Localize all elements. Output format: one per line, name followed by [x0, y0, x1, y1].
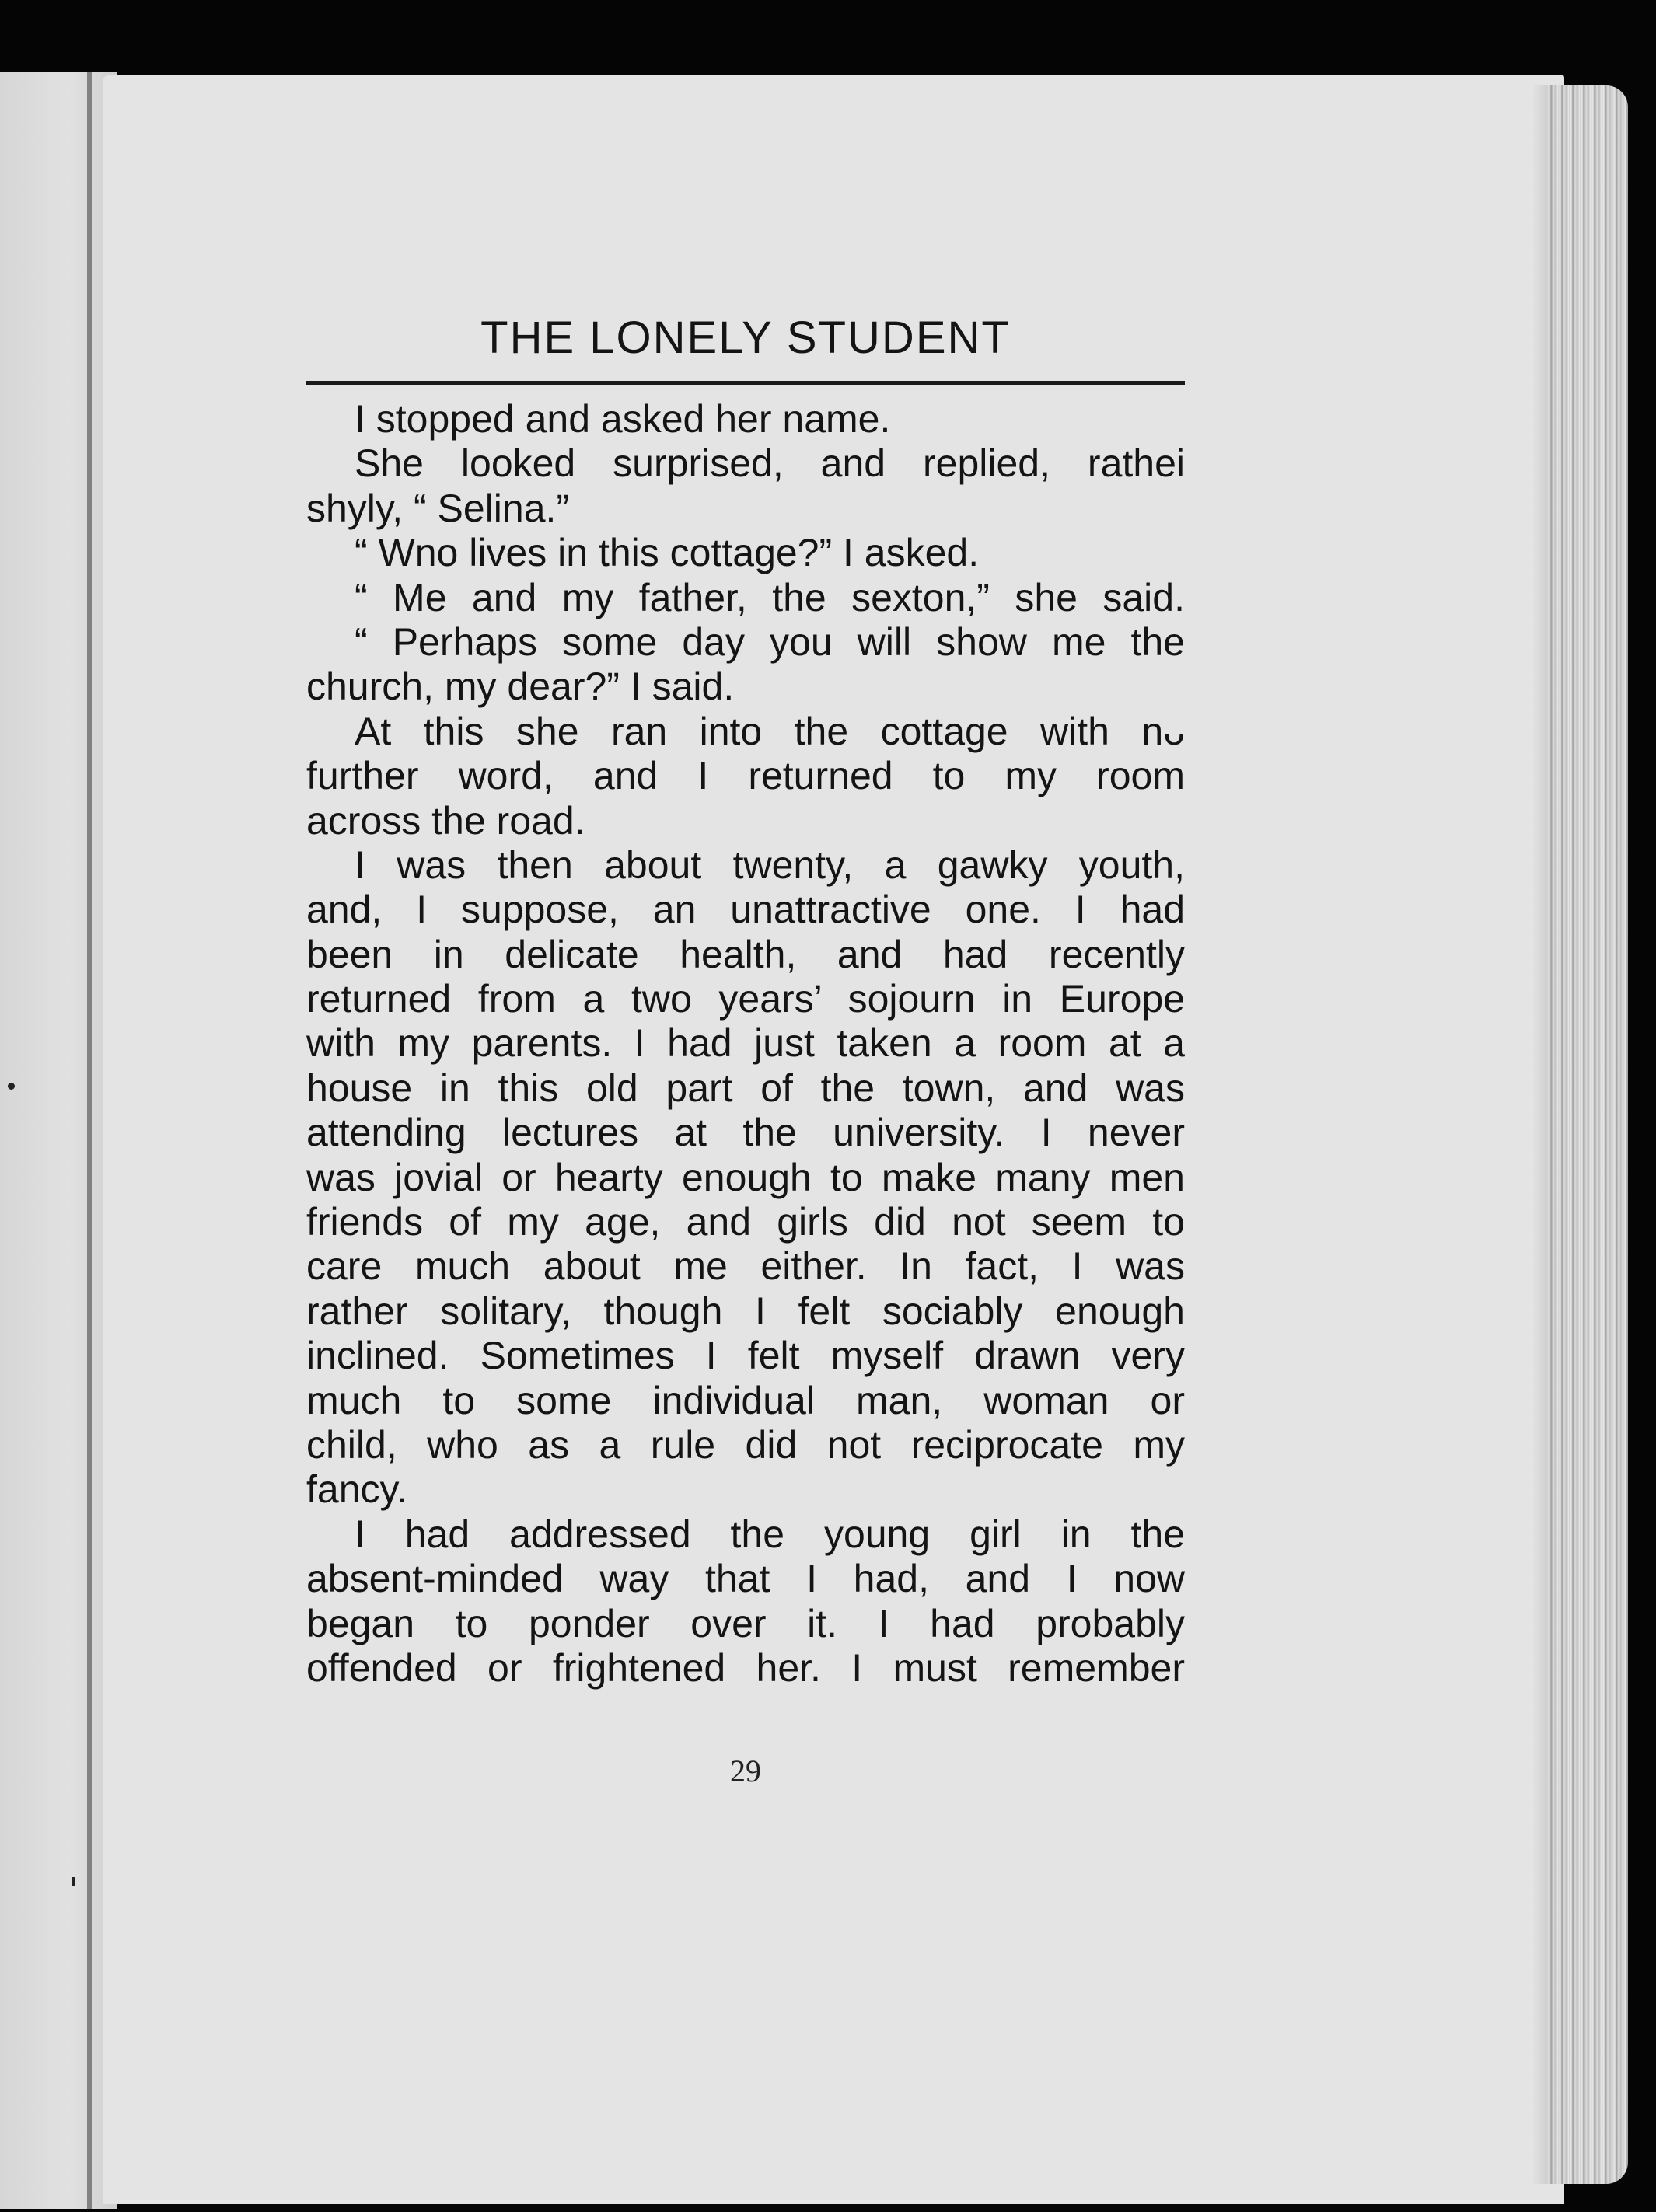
- text-line: offended or frightened her. I must remember: [306, 1645, 1185, 1690]
- page-block-edge: [1547, 85, 1628, 2184]
- text-line: and, I suppose, an unattractive one. I had: [306, 888, 1185, 932]
- text-line: friends of my age, and girls did not seem to: [306, 1200, 1185, 1244]
- text-line: further word, and I returned to my room: [306, 754, 1185, 798]
- page-number: 29: [730, 1753, 761, 1788]
- text-line: I stopped and asked her name.: [355, 397, 891, 441]
- text-line: was jovial or hearty enough to make many men: [306, 1155, 1185, 1199]
- text-line: house in this old part of the town, and was: [306, 1066, 1185, 1110]
- text-line: church, my dear?” I said.: [306, 665, 735, 709]
- text-line: “ Perhaps some day you will show me the: [355, 619, 1185, 664]
- text-line: “ Wno lives in this cottage?” I asked.: [355, 531, 980, 575]
- gutter-shadow: [87, 72, 92, 2209]
- text-line: I had addressed the young girl in the: [355, 1512, 1185, 1556]
- scan-mark: [8, 1083, 15, 1090]
- text-line: inclined. Sometimes I felt myself drawn very: [306, 1334, 1185, 1378]
- text-line: been in delicate health, and had recently: [306, 932, 1185, 976]
- text-line: At this she ran into the cottage with nᴗ: [355, 709, 1185, 753]
- body-text: [306, 397, 1185, 1690]
- text-line: returned from a two years’ sojourn in Europe: [306, 977, 1185, 1021]
- text-line: “ Me and my father, the sexton,” she said.: [355, 575, 1185, 619]
- text-line: began to ponder over it. I had probably: [306, 1601, 1185, 1645]
- text-line: care much about me either. In fact, I was: [306, 1244, 1185, 1289]
- text-line: absent-minded way that I had, and I now: [306, 1557, 1185, 1601]
- text-line: attending lectures at the university. I never: [306, 1111, 1185, 1155]
- text-line: child, who as a rule did not reciprocate my: [306, 1422, 1185, 1467]
- text-line: I was then about twenty, a gawky youth,: [355, 843, 1185, 887]
- text-line: rather solitary, though I felt sociably enough: [306, 1289, 1185, 1333]
- header-rule: [306, 381, 1185, 385]
- facing-page-edge: [0, 72, 117, 2209]
- text-line: much to some individual man, woman or: [306, 1378, 1185, 1422]
- text-line: fancy.: [306, 1467, 407, 1512]
- text-line: She looked surprised, and replied, rathei: [355, 441, 1185, 486]
- scan-mark: [72, 1877, 75, 1886]
- text-block: [306, 311, 1185, 1690]
- running-head: THE LONELY STUDENT: [480, 312, 1011, 363]
- text-line: across the road.: [306, 798, 585, 843]
- text-line: shyly, “ Selina.”: [306, 486, 570, 530]
- text-line: with my parents. I had just taken a room at a: [306, 1021, 1185, 1066]
